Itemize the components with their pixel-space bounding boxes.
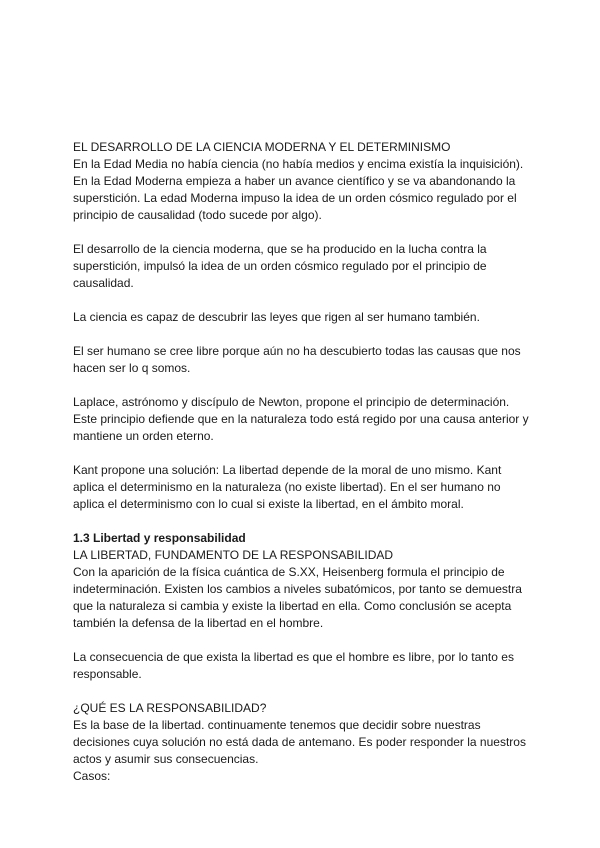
heading-responsabilidad: ¿QUÉ ES LA RESPONSABILIDAD?	[73, 701, 267, 715]
section-title: 1.3 Libertad y responsabilidad	[73, 531, 246, 545]
paragraph-ser-humano: El ser humano se cree libre porque aún no ha descubierto todas las causas que nos hacen ser lo q somos.	[73, 344, 521, 375]
spacer	[73, 292, 533, 309]
heading-determinismo: EL DESARROLLO DE LA CIENCIA MODERNA Y EL DETERMINISMO	[73, 140, 451, 154]
document-page	[73, 139, 533, 785]
paragraph-heisenberg: Con la aparición de la física cuántica de S.XX, Heisenberg formula el principio de indeterminación. Existen los cambios a niveles subatómicos, por tanto se demuestra que la naturaleza si cambia y existe la libertad en ella. Como conclusión se acepta también la defensa de la libertad en el hombre.	[73, 565, 522, 630]
paragraph-leyes: La ciencia es capaz de descubrir las leyes que rigen al ser humano también.	[73, 310, 480, 324]
spacer	[73, 632, 533, 649]
paragraph-base-libertad: Es la base de la libertad. continuamente tenemos que decidir sobre nuestras decisiones cuya solución no está dada de antemano. Es poder responder la nuestros actos y asumir sus consecuencias.	[73, 718, 526, 766]
paragraph-laplace: Laplace, astrónomo y discípulo de Newton, propone el principio de determinación. Este principio defiende que en la naturaleza todo está regido por una causa anterior y mantiene un orden eterno.	[73, 395, 529, 443]
paragraph-edad-media: En la Edad Media no había ciencia (no había medios y encima existía la inquisición). En la Edad Moderna empieza a haber un avance científico y se va abandonando la superstición. La edad Moderna impuso la idea de un orden cósmico regulado por el principio de causalidad (todo sucede por algo).	[73, 157, 524, 222]
spacer	[73, 224, 533, 241]
paragraph-consecuencia: La consecuencia de que exista la libertad es que el hombre es libre, por lo tanto es responsable.	[73, 650, 514, 681]
spacer	[73, 683, 533, 700]
spacer	[73, 513, 533, 530]
paragraph-ciencia-moderna: El desarrollo de la ciencia moderna, que se ha producido en la lucha contra la superstición, impulsó la idea de un orden cósmico regulado por el principio de causalidad.	[73, 242, 487, 290]
spacer	[73, 445, 533, 462]
spacer	[73, 377, 533, 394]
spacer	[73, 326, 533, 343]
paragraph-casos: Casos:	[73, 769, 111, 783]
paragraph-kant: Kant propone una solución: La libertad depende de la moral de uno mismo. Kant aplica el determinismo en la naturaleza (no existe libertad). En el ser humano no aplica el determinismo con lo cual si existe la libertad, en el ámbito moral.	[73, 463, 502, 511]
heading-libertad: LA LIBERTAD, FUNDAMENTO DE LA RESPONSABILIDAD	[73, 548, 394, 562]
